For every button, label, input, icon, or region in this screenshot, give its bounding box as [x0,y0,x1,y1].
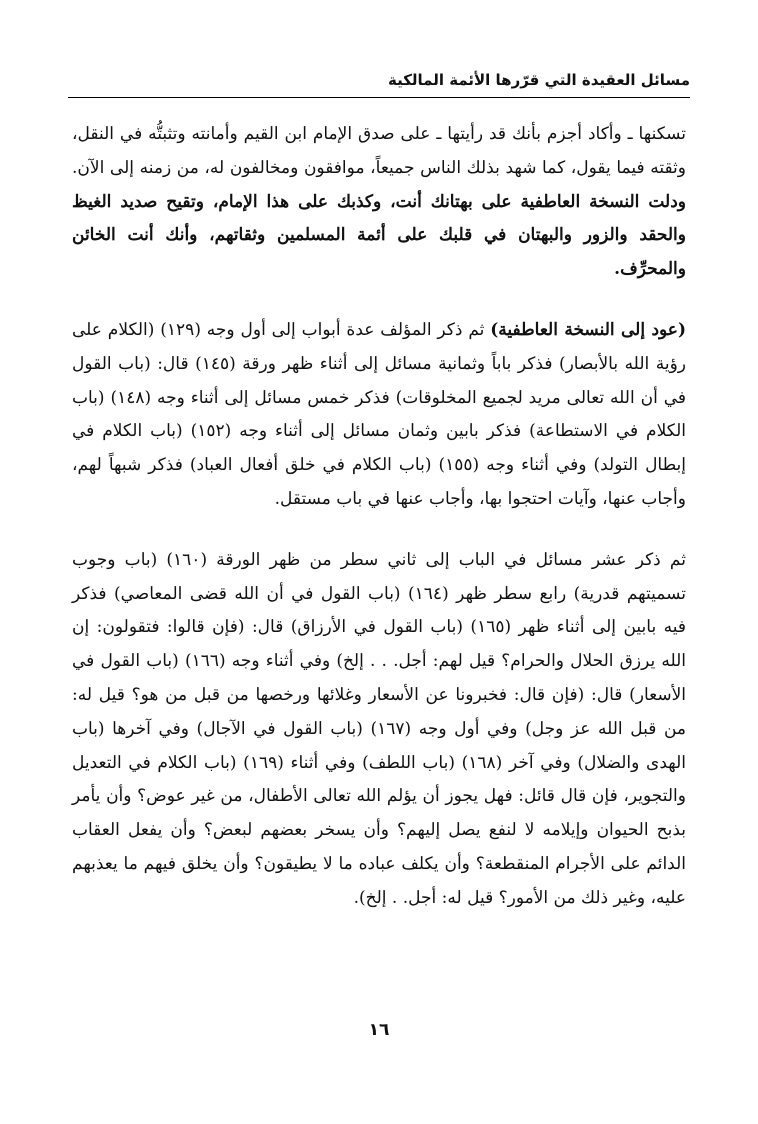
section-heading-return: (عود إلى النسخة العاطفية) [490,319,686,340]
paragraph-2 [72,314,686,517]
paragraph-1-bold-text: ودلت النسخة العاطفية على بهتانك أنت، وكذبك على هذا الإمام، وتقيح صديد الغيظ والحقد والزور والبهتان في قلبك على أئمة المسلمين وثقاتهم، وأنك أنت الخائن والمحرِّف. [72,191,686,280]
paragraph-1 [72,118,686,287]
page-number: ١٦ [368,1020,390,1040]
paragraph-3-text: ثم ذكر عشر مسائل في الباب إلى ثاني سطر من ظهر الورقة (١٦٠) (باب وجوب تسميتهم قدرية) رابع سطر ظهر (١٦٤) (باب القول في أن الله قضى المعاصي) فذكر فيه بابين إلى أثناء ظهر (١٦٥) (باب القول في الأرزاق) قال: (فإن قالوا: فتقولون: إن الله يرزق الحلال والحرام؟ قيل لهم: أجل. . . إلخ) وفي أثناء وجه (١٦٦) (باب القول في الأسعار) قال: (فإن قال: فخبرونا عن الأسعار وغلائها ورخصها من قبل من هو؟ قيل له: من قبل الله عز وجل) وفي أول وجه (١٦٧) (باب القول في الآجال) وفي آخرها (باب الهدى والضلال) وفي آخر (١٦٨) (باب اللطف) وفي أثناء (١٦٩) (باب الكلام في التعديل والتجوير، فإن قال قائل: فهل يجوز أن يؤلم الله تعالى الأطفال، من غير عوض؟ وأن يأمر بذبح الحيوان وإيلامه لا لنفع يصل إليهم؟ وأن يسخر بعضهم لبعض؟ وأن يفعل العقاب الدائم على الأجرام المنقطعة؟ وأن يكلف عباده ما لا يطيقون؟ وأن يخلق فيهم ما يعذبهم عليه، وغير ذلك من الأمور؟ قيل له: أجل. . إلخ). [72,549,686,908]
running-header: مسائل العقيدة التي قرّرها الأئمة المالكية [387,71,690,89]
paragraph-1-text: تسكنها ـ وأكاد أجزم بأنك قد رأيتها ـ على صدق الإمام ابن القيم وأمانته وتثبتُّه في النقل، وثقته فيما يقول، كما شهد بذلك الناس جميعاً، موافقون ومخالفون له، من زمنه إلى الآن. [72,124,686,178]
body-text [72,118,686,916]
paragraph-2-text: ثم ذكر المؤلف عدة أبواب إلى أول وجه (١٢٩) (الكلام على رؤية الله بالأبصار) فذكر باباً وثمانية مسائل إلى أثناء ظهر ورقة (١٤٥) قال: (باب القول في أن الله تعالى مريد لجميع المخلوقات) فذكر خمس مسائل إلى أثناء وجه (١٤٨) (باب الكلام في الاستطاعة) فذكر بابين وثمان مسائل إلى أثناء وجه (١٥٢) (باب الكلام في إبطال التولد) وفي أثناء وجه (١٥٥) (باب الكلام في خلق أفعال العباد) فذكر شبهاً لهم، وأجاب عنها، وآيات احتجوا بها، وأجاب عنها في باب مستقل. [72,319,687,509]
paragraph-3 [72,544,686,916]
header-rule [68,97,690,98]
